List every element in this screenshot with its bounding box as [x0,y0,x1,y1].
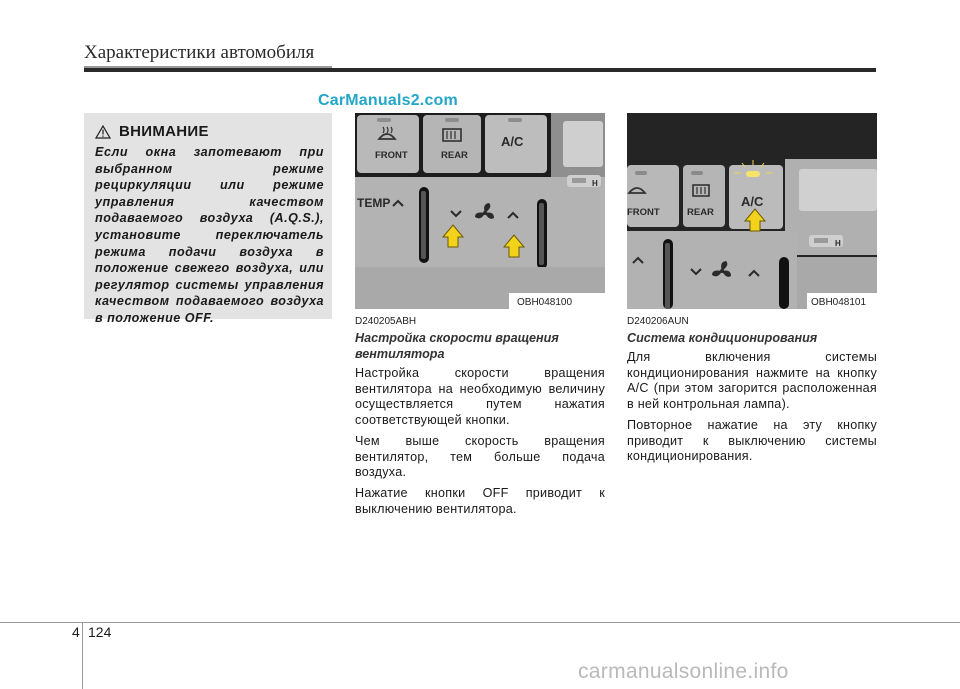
chapter-number: 4 [72,624,80,640]
section-title: Характеристики автомобиля [84,42,315,63]
photo-code-2: OBH048101 [811,297,867,308]
warning-title: ВНИМАНИЕ [119,123,209,140]
watermark-top[interactable]: CarManuals2.com [318,92,458,109]
footer-rule [0,622,960,623]
button-front-label: FRONT [375,150,408,161]
paragraph: Нажатие кнопки OFF приводит к выключению вентилятора. [355,485,605,516]
button-front-label-2: FRONT [627,207,660,218]
section-heading: Система кондиционирования [627,331,818,345]
warning-header [95,123,324,140]
title-rule [84,68,876,72]
footer-divider [82,622,83,689]
photo-ac-control [627,113,877,309]
paragraph: Повторное нажатие на эту кнопку приводит к выключению системы кондиционирования. [627,417,877,464]
temp-label: TEMP [357,196,391,210]
section-code: D240206AUN [627,316,689,327]
warning-triangle-icon [95,125,111,139]
paragraph: Настройка скорости вращения вентилятора на необходимую величину осуществляется путем нажатия соответствующей кнопки. [355,366,605,428]
title-rule-thin [84,66,332,68]
warning-box [84,113,332,325]
section-fan-speed [355,316,605,522]
button-ac-label-2: A/C [741,194,764,209]
button-rear-label: REAR [441,150,468,161]
button-ac-label: A/C [501,134,524,149]
page-number: 124 [88,624,112,640]
section-code: D240205ABH [355,316,417,327]
paragraph: Для включения системы кондиционирования нажмите на кнопку A/C (при этом загорится расположенная в ней контрольная лампа). [627,350,877,412]
photo-code-1: OBH048100 [517,297,573,308]
section-heading: Настройка скорости вращения вентилятора [355,331,559,361]
paragraph: Чем выше скорость вращения вентилятор, тем больше подача воздуха. [355,433,605,480]
watermark-bottom[interactable]: carmanualsonline.info [578,660,789,683]
h-label: H [592,179,598,188]
photo-fan-control [355,113,605,309]
warning-text: Если окна запотевают при выбранном режиме рециркуляции или режиме управления качеством подаваемого воздуха (A.Q.S.), установите переключатель режима подачи воздуха в положение свежего воздуха, или регулятор системы управления качеством подаваемого воздуха в положение OFF. [95,145,324,325]
button-rear-label-2: REAR [687,207,714,218]
section-air-conditioning [627,316,877,470]
h-label-2: H [835,239,841,248]
